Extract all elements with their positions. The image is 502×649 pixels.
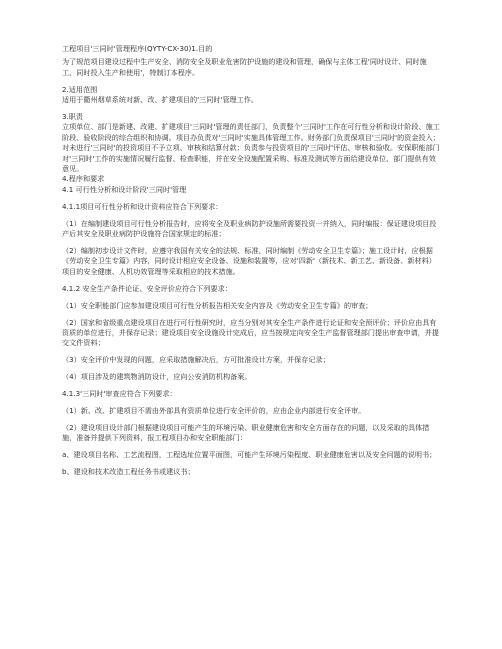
document-body — [62, 44, 440, 478]
section-4-1-3-item-b: b、建设和技术改造工程任务书或建议书； — [62, 467, 195, 477]
section-4-1-2-item-4: （4）项目涉及的建筑物消防设计，应向公安消防机构备案。 — [62, 372, 252, 382]
scope-paragraph: 适用于衢州烟草系统对新、改、扩建项目的'三同时'管理工作。 — [62, 95, 259, 105]
section-4-1-1-item-1: （1）在编制建设项目可行性分析报告时，应将安全及职业病防护设施所需要投资一并纳入，同时编报：保证建设项目投产后其安全及职业病防护设施符合国家规定的标准； — [62, 218, 437, 239]
section-4-1-3-heading: 4.1.3'三同时'审查应符合下列要求： — [62, 389, 177, 399]
section-4-1-heading: 4.1 可行性分析和设计阶段'三同时'管理 — [62, 184, 187, 194]
section-4-1-3-item-2: （2）建设项目设计部门根据建设项目可能产生的环境污染、职业健康危害和安全方面存在的问题，以及采取的具体措施，准备并提供下列资料，报工程项目办和安全职能部门： — [62, 422, 430, 443]
section-4-1-2-item-1: （1）安全职能部门应参加建设项目可行性分析报告相关安全内容及《劳动安全卫生专篇》的审查； — [62, 300, 373, 310]
section-4-1-2-item-2: （2）国家和省级重点建设项目在进行可行性研究时，应当分别对其安全生产条件进行论证和安全预评价；评价应由具有资质的单位进行，并保存记录；建设项目安全设施设计完成后，应当按规定向安全生产监督管理部门提出审查申请，并提交文件资料； — [62, 317, 440, 348]
section-4-1-1-item-2: （2）编制初步设计文件时，应遵守我国有关安全的法规、标准，同时编制《劳动安全卫生专篇》；施工设计时，应根据《劳动安全卫生专篇》内容，同时设计相应安全设备、设施和装置等，应对'四新'（新技术、新工艺、新设备、新材料）项目的安全健康、人机功效管理等采取相应的技术措施。 — [62, 246, 436, 276]
duty-paragraph: 立项单位、部门是新建、改建、扩建项目'三同时'管理的责任部门，负责整个'三同时'工作在可行性分析和设计阶段、施工阶段、验收阶段的综合组织和协调。项目办负责对'三同时'实施具体管理工作。财务部门负责保项目'三同时'的资金投入；对未进行'三同时'的投资项目不予立项、审核和结算付款；负责参与投资项目的'三同时'评估、审核和验收。安保职能部门对'三同时'工作的实施情况履行监督、检查职能，并在安全设施配置采购、标准及测试等方面给建设单位、部门提供有效意见。 — [62, 122, 440, 174]
section-4-1-3-item-a: a、建设项目名称、工艺流程图，工程选址位置平面图，可能产生环境污染程度、职业健康危害以及安全问题的说明书； — [62, 450, 437, 460]
duty-heading: 3.职责 — [62, 112, 84, 122]
doc-title-line: 工程项目'三同时'管理程序(QYTY-CX-30)1.目的 — [62, 44, 213, 53]
procedure-heading: 4.程序和要求 — [62, 174, 105, 184]
section-4-1-1-heading: 4.1.1项目可行性分析和设计资料应符合下列要求： — [62, 201, 223, 211]
scope-heading: 2.适用范围 — [62, 84, 98, 94]
section-4-1-2-item-3: （3）安全评价中发现的问题，应采取措施解决后，方可批准设计方案，并保存记录； — [62, 355, 330, 365]
section-4-1-3-item-1: （1）新、改、扩建项目不需由外部具有资质单位进行安全评价的，应由企业内部进行安全评审。 — [62, 405, 366, 415]
section-4-1-2-heading: 4.1.2 安全生产条件论证、安全评价应符合下列要求： — [62, 283, 232, 293]
purpose-paragraph: 为了规范项目建设过程中生产安全、消防安全及职业危害防护设施的建设和管理，确保与主体工程'同时设计、同时施工、同时投入生产和使用'，特制订本程序。 — [62, 57, 427, 77]
